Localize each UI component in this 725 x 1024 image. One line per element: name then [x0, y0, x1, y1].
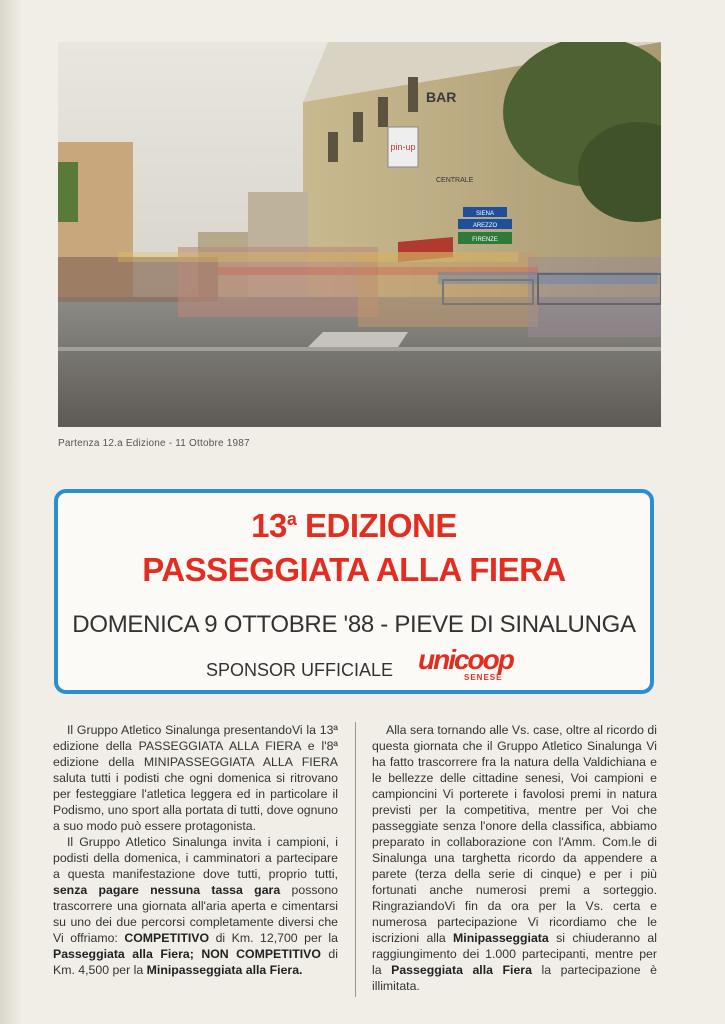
edition-title: [58, 507, 650, 545]
body-column-left: [53, 722, 338, 978]
bold-run: Minipasseggiata: [453, 931, 549, 945]
photo-caption: Partenza 12.a Edizione - 11 Ottobre 1987: [58, 438, 250, 449]
bold-run: COMPETITIVO: [124, 931, 210, 945]
text-run: Alla sera tornando alle Vs. case, oltre al ricordo di questa giornata che il Gruppo Atletico Sinalunga Vi ha fatto trascorrere fra la natura della Valdichiana e le bellezze delle cittadine senesi, Voi campioni e campioncini Vi porterete i favolosi premi in natura previsti per la competitiva, mentre per Voi che passeggiate senza l'onore della classifica, abbiamo preparato in collaborazione con l'Amm. Com.le di Sinalunga una targhetta ricordo da appendere a parete (terza della serie di cinque) e per i più fortunati anche numerosi premi a sorteggio. RingraziandoVi fin da ora per la Vs. certa e numerosa partecipazione Vi ricordiamo che le iscrizioni alla: [372, 723, 657, 945]
bar-sign-text: BAR: [426, 89, 457, 105]
text-run: Il Gruppo Atletico Sinalunga invita i campioni, i podisti della domenica, i camminatori a partecipare a questa manifestazione dove tutti, proprio tutti,: [53, 835, 338, 881]
column-divider: [355, 722, 356, 997]
body-column-right: [372, 722, 657, 994]
headline-box: [54, 489, 654, 694]
bold-run: Minipasseggiata alla Fiera.: [146, 963, 303, 977]
firenze-sign-text: FIRENZE: [472, 237, 498, 243]
unicoop-logo: [418, 645, 528, 683]
right-paragraph-1: [372, 722, 657, 994]
pinup-sign-text: pin-up: [390, 142, 416, 152]
bold-run: senza pagare nessuna tassa gara: [53, 883, 281, 897]
bold-run: Passeggiata alla Fiera; NON COMPETITIVO: [53, 947, 321, 961]
left-paragraph-1: Il Gruppo Atletico Sinalunga presentandoVi la 13ª edizione della PASSEGGIATA ALLA FIERA e l'8ª edizione della MINIPASSEGGIATA ALLA FIERA saluta tutti i podisti che ogni domenica si ritrovano per festeggiare l'atletica leggera ed in particolare il Podismo, uno sport alla portata di tutti, dove ognuno a suo modo può essere protagonista.: [53, 723, 338, 833]
siena-sign-text: SIENA: [475, 211, 495, 217]
text-run: la partecipazione è illimitata.: [372, 963, 657, 993]
left-paragraph-2: [53, 834, 338, 978]
sponsor-label: SPONSOR UFFICIALE: [206, 660, 394, 680]
date-place: DOMENICA 9 OTTOBRE '88 - PIEVE DI SINALUNGA: [72, 611, 636, 638]
sponsor-sub: SENESE: [464, 673, 503, 682]
centrale-sign-text: CENTRALE: [436, 177, 474, 184]
arezzo-sign-text: AREZZO: [472, 223, 498, 229]
edition-ordinal: a: [286, 509, 297, 529]
page-edge: [0, 0, 22, 1024]
event-name: PASSEGGIATA ALLA FIERA: [142, 551, 566, 588]
text-run: si chiuderanno al raggiungimento dei 1.000 partecipanti, mentre per la: [372, 931, 657, 977]
sponsor-brand: unicoop: [418, 644, 513, 675]
text-run: possono trascorrere una giornata all'aria aperta e cimentarsi su uno dei due percorsi completamente diversi che Vi offriamo:: [53, 883, 339, 945]
edition-word: EDIZIONE: [296, 507, 457, 544]
text-run: di Km. 4,500 per la: [53, 947, 338, 977]
race-start-photo: [58, 42, 661, 427]
bold-run: Passeggiata alla Fiera: [391, 963, 532, 977]
text-run: di Km. 12,700 per la: [215, 931, 339, 945]
edition-number: 13: [251, 507, 287, 544]
